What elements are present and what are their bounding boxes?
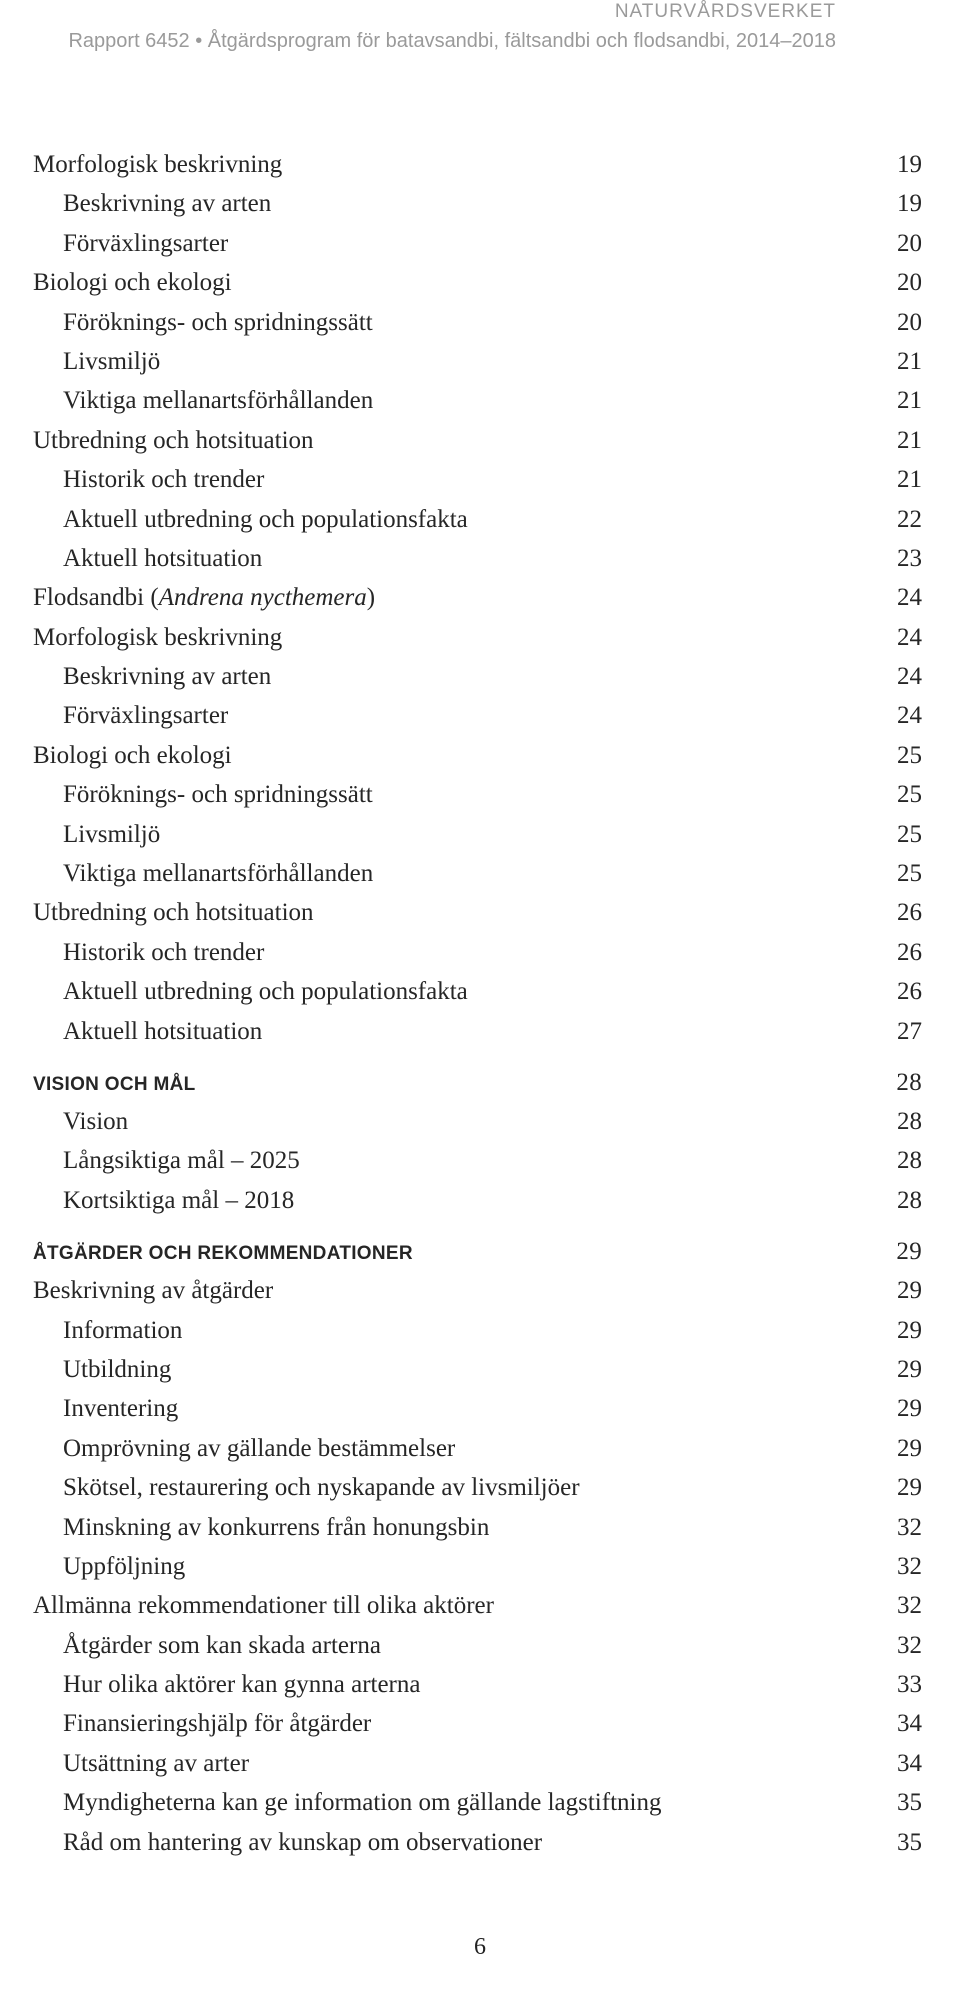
toc-entry[interactable] <box>33 1012 922 1051</box>
toc-entry[interactable] <box>33 1468 922 1507</box>
toc-entry-title-part: ) <box>366 584 376 612</box>
toc-entry-page: 32 <box>897 1631 922 1659</box>
toc-entry[interactable] <box>33 618 922 657</box>
toc-entry-page: 21 <box>897 387 922 415</box>
toc-entry-page: 24 <box>897 623 922 651</box>
toc-entry-title <box>33 578 375 617</box>
toc-entry-page: 20 <box>897 269 922 297</box>
toc-entry-page: 28 <box>897 1107 922 1135</box>
toc-entry[interactable] <box>33 1181 922 1220</box>
toc-section-heading[interactable] <box>33 1063 922 1102</box>
toc-entry[interactable] <box>33 578 922 617</box>
running-header <box>68 0 836 53</box>
toc-entry-page: 34 <box>897 1749 922 1777</box>
toc-entry[interactable] <box>33 224 922 263</box>
toc-entry-page: 25 <box>897 741 922 769</box>
toc-entry-title: Aktuell hotsituation <box>63 544 263 572</box>
toc-entry-page: 35 <box>897 1789 922 1817</box>
toc-entry-title: Förväxlingsarter <box>63 702 229 730</box>
toc-entry[interactable] <box>33 933 922 972</box>
toc-entry-page: 29 <box>897 1316 922 1344</box>
toc-entry-page: 29 <box>897 1277 922 1305</box>
toc-entry-page: 34 <box>897 1710 922 1738</box>
toc-entry-page: 21 <box>897 466 922 494</box>
toc-entry[interactable] <box>33 1744 922 1783</box>
toc-entry-title: Minskning av konkurrens från honungsbin <box>63 1513 490 1541</box>
toc-entry[interactable] <box>33 854 922 893</box>
toc-entry-title: Utbildning <box>63 1355 172 1383</box>
toc-entry-title: Aktuell utbredning och populationsfakta <box>63 505 468 533</box>
toc-entry-title: Hur olika aktörer kan gynna arterna <box>63 1671 421 1699</box>
toc-entry[interactable] <box>33 1508 922 1547</box>
toc-entry-title: Förväxlingsarter <box>63 229 229 257</box>
toc-entry[interactable] <box>33 1586 922 1625</box>
toc-entry[interactable] <box>33 1271 922 1310</box>
toc-entry-title: Biologi och ekologi <box>33 269 232 297</box>
table-of-contents <box>33 145 922 1862</box>
toc-entry-page: 32 <box>897 1592 922 1620</box>
toc-entry[interactable] <box>33 381 922 420</box>
toc-entry-title: Långsiktiga mål – 2025 <box>63 1147 300 1175</box>
toc-entry[interactable] <box>33 1547 922 1586</box>
toc-entry[interactable] <box>33 145 922 184</box>
toc-entry-page: 20 <box>897 308 922 336</box>
toc-entry-title: Omprövning av gällande bestämmelser <box>63 1434 456 1462</box>
toc-entry-page: 29 <box>897 1434 922 1462</box>
toc-entry-page: 32 <box>897 1513 922 1541</box>
toc-entry[interactable] <box>33 263 922 302</box>
toc-entry[interactable] <box>33 539 922 578</box>
toc-entry[interactable] <box>33 696 922 735</box>
toc-entry-title: Föröknings- och spridningssätt <box>63 781 373 809</box>
toc-entry[interactable] <box>33 1389 922 1428</box>
toc-entry-title: Utsättning av arter <box>63 1749 250 1777</box>
toc-entry-title: Beskrivning av arten <box>63 663 272 691</box>
toc-entry-page: 25 <box>897 860 922 888</box>
toc-entry-title: Inventering <box>63 1395 179 1423</box>
toc-entry[interactable] <box>33 657 922 696</box>
toc-entry-title: Morfologisk beskrivning <box>33 151 283 178</box>
toc-entry-title: Biologi och ekologi <box>33 741 232 769</box>
toc-entry-title: Föröknings- och spridningssätt <box>63 308 373 336</box>
toc-entry-title: Myndigheterna kan ge information om gällande lagstiftning <box>63 1789 662 1817</box>
toc-entry-title: Information <box>63 1316 183 1344</box>
toc-entry-page: 23 <box>897 544 922 572</box>
publisher-name: NATURVÅRDSVERKET <box>614 1 836 22</box>
toc-entry-title: Aktuell hotsituation <box>63 1017 263 1045</box>
toc-entry-title: Historik och trender <box>63 938 265 966</box>
toc-entry-page: 28 <box>896 1068 922 1096</box>
toc-entry[interactable] <box>33 421 922 460</box>
toc-entry-title: Beskrivning av arten <box>63 190 272 218</box>
toc-entry[interactable] <box>33 1704 922 1743</box>
toc-entry-page: 29 <box>897 1474 922 1502</box>
toc-entry-title: Viktiga mellanartsförhållanden <box>63 387 374 415</box>
toc-entry-title: Vision <box>63 1107 129 1135</box>
toc-entry-page: 24 <box>897 663 922 691</box>
toc-entry-title: Livsmiljö <box>63 347 161 375</box>
toc-entry[interactable] <box>33 893 922 932</box>
toc-entry-page: 27 <box>897 1017 922 1045</box>
toc-entry-page: 25 <box>897 820 922 848</box>
toc-entry[interactable] <box>33 303 922 342</box>
toc-entry-page: 29 <box>897 1355 922 1383</box>
toc-entry-title: Allmänna rekommendationer till olika aktörer <box>33 1592 494 1620</box>
toc-entry-title-part: Flodsandbi ( <box>33 584 159 612</box>
toc-entry-title: Utbredning och hotsituation <box>33 426 314 454</box>
toc-entry-title: ÅTGÄRDER OCH REKOMMENDATIONER <box>33 1243 413 1265</box>
toc-entry[interactable] <box>33 775 922 814</box>
toc-entry-page: 20 <box>897 229 922 257</box>
toc-entry-page: 24 <box>897 584 922 612</box>
toc-entry-page: 21 <box>897 347 922 375</box>
toc-entry[interactable] <box>33 1665 922 1704</box>
species-latin-name: Andrena nycthemera <box>158 584 367 612</box>
toc-entry-page: 19 <box>897 151 922 178</box>
toc-entry-page: 35 <box>897 1828 922 1856</box>
toc-entry-title: Aktuell utbredning och populationsfakta <box>63 978 468 1006</box>
toc-entry-title: Viktiga mellanartsförhållanden <box>63 860 374 888</box>
toc-entry-page: 21 <box>897 426 922 454</box>
toc-entry-page: 26 <box>897 938 922 966</box>
toc-entry-page: 25 <box>897 781 922 809</box>
toc-entry[interactable] <box>33 1102 922 1141</box>
toc-entry[interactable] <box>33 1626 922 1665</box>
toc-entry[interactable] <box>33 815 922 854</box>
toc-entry[interactable] <box>33 1823 922 1862</box>
page-number: 6 <box>474 1934 486 1960</box>
toc-entry-title: Kortsiktiga mål – 2018 <box>63 1186 295 1214</box>
toc-entry-title: Åtgärder som kan skada arterna <box>63 1631 381 1659</box>
toc-entry-page: 26 <box>897 899 922 927</box>
toc-entry-page: 22 <box>897 505 922 533</box>
toc-entry-page: 26 <box>897 978 922 1006</box>
toc-entry-page: 29 <box>897 1395 922 1423</box>
toc-entry[interactable] <box>33 1783 922 1822</box>
toc-entry[interactable] <box>33 460 922 499</box>
toc-section-heading[interactable] <box>33 1232 922 1271</box>
toc-entry[interactable] <box>33 342 922 381</box>
toc-entry-page: 24 <box>897 702 922 730</box>
toc-entry-title: Råd om hantering av kunskap om observationer <box>63 1828 543 1856</box>
toc-entry-page: 32 <box>897 1552 922 1580</box>
toc-entry-page: 19 <box>897 190 922 218</box>
toc-entry[interactable] <box>33 1350 922 1389</box>
toc-entry-title: Beskrivning av åtgärder <box>33 1277 274 1305</box>
toc-entry[interactable] <box>33 1141 922 1180</box>
toc-entry[interactable] <box>33 184 922 223</box>
toc-entry[interactable] <box>33 972 922 1011</box>
toc-entry-title: Skötsel, restaurering och nyskapande av livsmiljöer <box>63 1474 580 1502</box>
toc-entry-title: Utbredning och hotsituation <box>33 899 314 927</box>
toc-entry-page: 29 <box>896 1238 922 1266</box>
toc-entry-page: 28 <box>897 1147 922 1175</box>
report-title: Rapport 6452 • Åtgärdsprogram för batavsandbi, fältsandbi och flodsandbi, 2014–2018 <box>68 30 836 52</box>
toc-entry-title: Uppföljning <box>63 1552 186 1580</box>
toc-entry-title: Finansieringshjälp för åtgärder <box>63 1710 372 1738</box>
toc-entry-title: Livsmiljö <box>63 820 161 848</box>
toc-entry-page: 28 <box>897 1186 922 1214</box>
toc-entry-title: VISION OCH MÅL <box>33 1073 196 1095</box>
toc-entry[interactable] <box>33 1311 922 1350</box>
toc-entry-title: Historik och trender <box>63 466 265 494</box>
toc-entry-title: Morfologisk beskrivning <box>33 623 283 651</box>
toc-entry[interactable] <box>33 1429 922 1468</box>
toc-entry[interactable] <box>33 500 922 539</box>
toc-entry[interactable] <box>33 736 922 775</box>
toc-entry-page: 33 <box>897 1671 922 1699</box>
